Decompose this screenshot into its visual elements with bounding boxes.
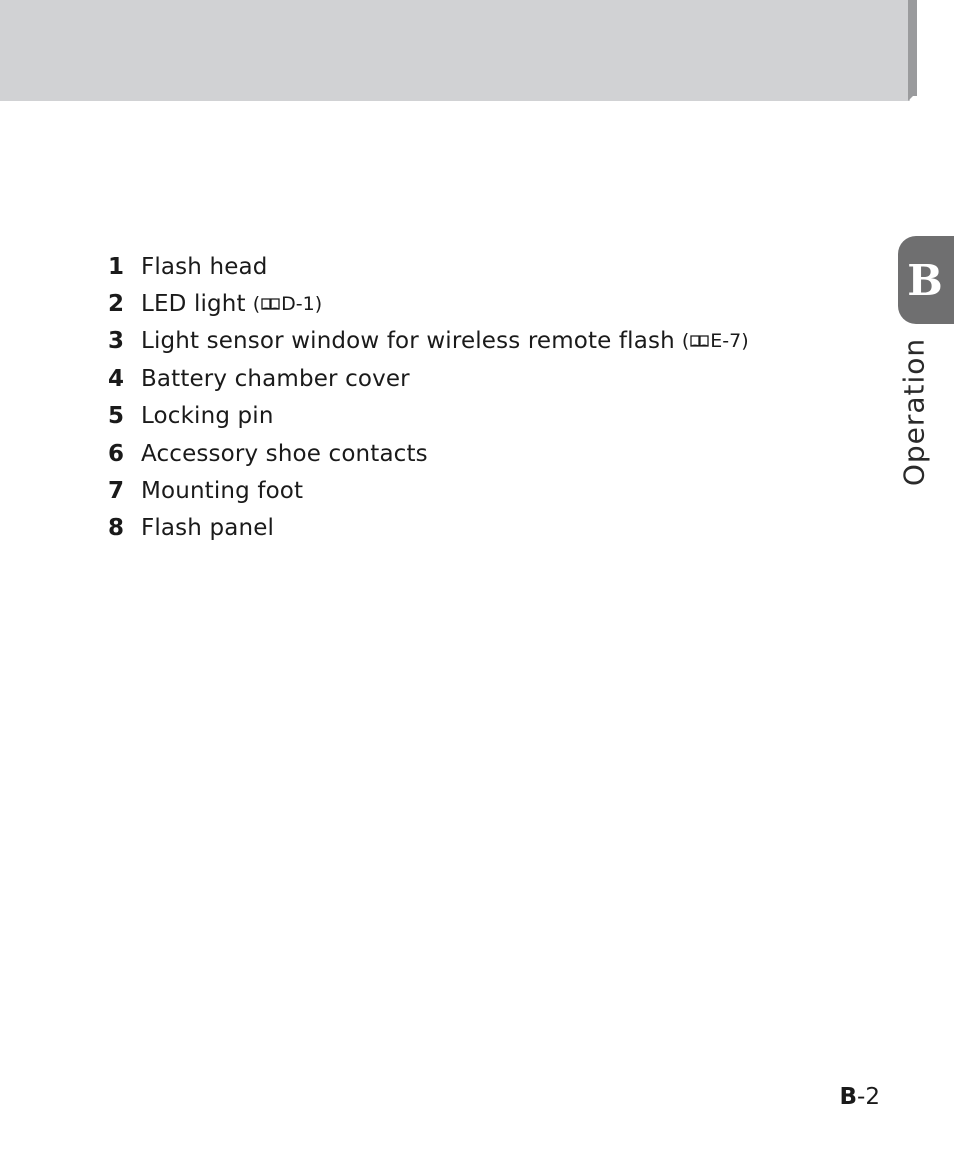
page-reference (682, 330, 749, 352)
header-band (0, 0, 910, 101)
part-number: 1 (108, 253, 125, 280)
part-number: 3 (108, 328, 125, 355)
ref-close-paren: ) (741, 330, 749, 353)
ref-close-paren: ) (314, 293, 323, 316)
book-icon (690, 334, 709, 348)
page-number (840, 1084, 880, 1110)
header-band-edge (908, 0, 917, 96)
part-item-3 (106, 323, 749, 360)
ref-open-paren: ( (681, 330, 690, 353)
ref-page: D-1 (281, 293, 315, 316)
part-item-7 (106, 472, 749, 509)
page-number-separator: - (857, 1084, 866, 1110)
part-item-6 (106, 435, 749, 472)
part-number: 4 (108, 365, 125, 392)
part-label: Battery chamber cover (141, 365, 410, 392)
section-side-label: Operation (897, 337, 931, 487)
part-item-2 (106, 285, 749, 322)
book-icon (261, 297, 280, 311)
section-tab-letter: B (907, 255, 943, 305)
part-label: Flash head (141, 253, 268, 280)
part-label: Locking pin (141, 403, 274, 430)
part-label: Light sensor window for wireless remote flash (141, 328, 675, 355)
part-item-8 (106, 510, 749, 547)
section-tab (898, 236, 954, 324)
part-label: Flash panel (141, 515, 275, 542)
page-number-value: 2 (865, 1084, 880, 1110)
page-reference (253, 293, 322, 315)
part-label: LED light (141, 291, 246, 318)
part-number: 7 (108, 478, 125, 505)
part-label: Mounting foot (141, 478, 304, 505)
page-number-section: B (839, 1084, 858, 1110)
parts-list (106, 248, 749, 547)
part-item-1 (106, 248, 749, 285)
part-number: 5 (108, 403, 125, 430)
part-number: 8 (108, 515, 125, 542)
part-item-5 (106, 398, 749, 435)
part-number: 2 (108, 291, 125, 318)
part-label: Accessory shoe contacts (141, 440, 428, 467)
header-band-corner (908, 92, 917, 101)
ref-page: E-7 (710, 330, 742, 353)
ref-open-paren: ( (252, 293, 261, 316)
part-number: 6 (108, 440, 125, 467)
part-item-4 (106, 360, 749, 397)
